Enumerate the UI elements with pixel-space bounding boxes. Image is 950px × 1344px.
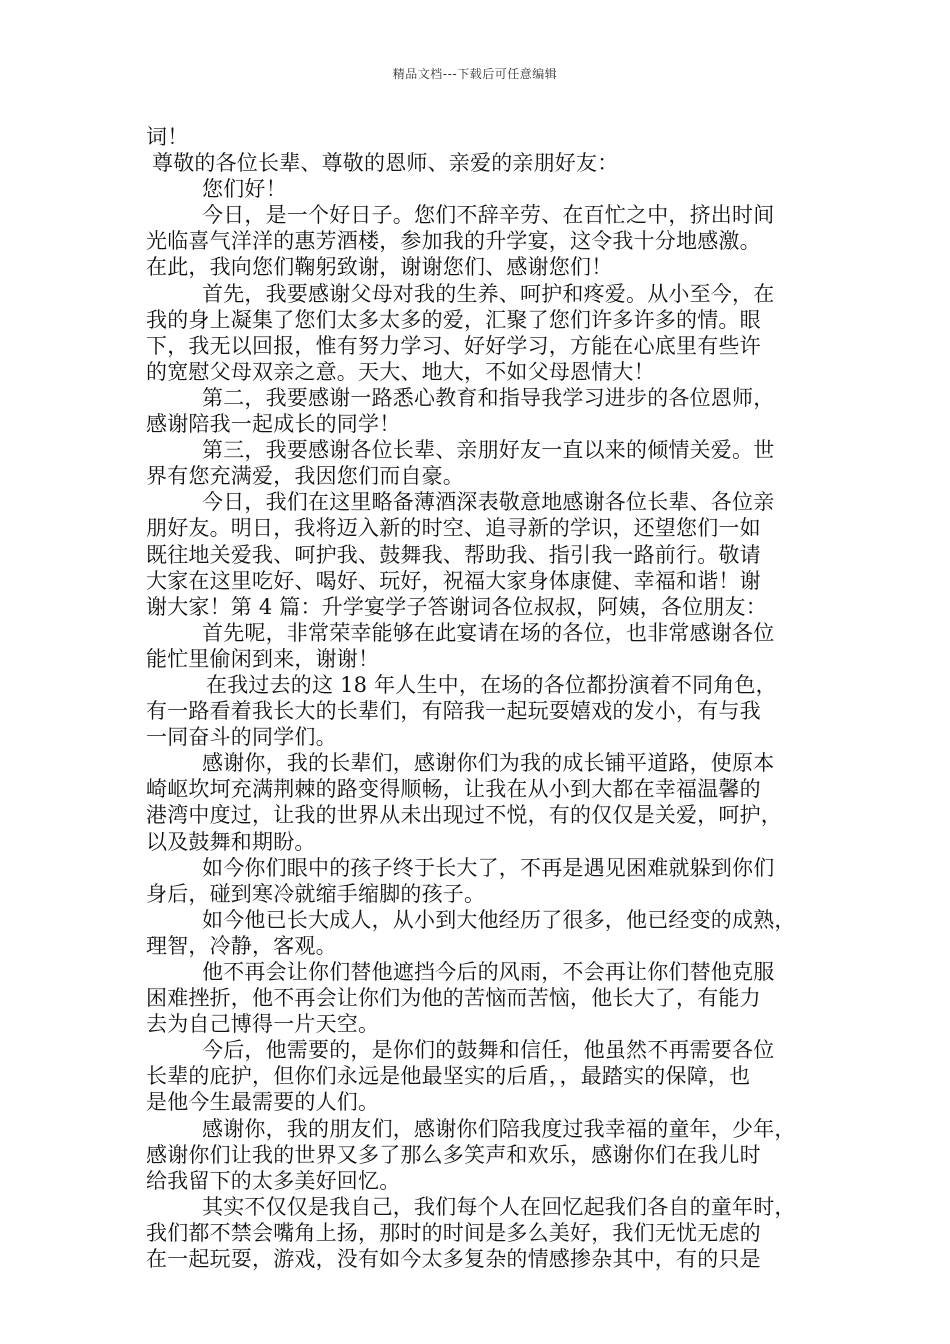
- document-line: 今日，是一个好日子。您们不辞辛劳、在百忙之中，挤出时间: [202, 203, 775, 228]
- document-line: 感谢你，我的长辈们，感谢你们为我的成长铺平道路，使原本: [202, 751, 775, 776]
- document-line: 是他今生最需要的人们。: [146, 1090, 380, 1115]
- document-line: 第二，我要感谢一路悉心教育和指导我学习进步的各位恩师，: [202, 385, 775, 410]
- document-line: 去为自己博得一片天空。: [146, 1012, 380, 1037]
- document-line: 朋好友。明日，我将迈入新的时空、追寻新的学识，还望您们一如: [146, 516, 761, 541]
- document-line: 给我留下的太多美好回忆。: [146, 1168, 401, 1193]
- document-line: 词！: [146, 125, 189, 149]
- document-line: 长辈的庇护，但你们永远是他最坚实的后盾，，最踏实的保障，也: [146, 1064, 751, 1089]
- document-line: 在我过去的这 18 年人生中，在场的各位都扮演着不同角色，: [206, 672, 777, 697]
- document-line: 首先，我要感谢父母对我的生养、呵护和疼爱。从小至今，在: [202, 281, 775, 306]
- document-line: 尊敬的各位长辈、尊敬的恩师、亲爱的亲朋好友：: [152, 151, 619, 176]
- document-line: 一同奋斗的同学们。: [146, 725, 337, 750]
- document-line: 困难挫折，他不再会让你们为他的苦恼而苦恼，他长大了，有能力: [146, 986, 761, 1011]
- document-line: 感谢你们让我的世界又多了那么多笑声和欢乐，感谢你们在我儿时: [146, 1142, 761, 1167]
- document-line: 今后，他需要的，是你们的鼓舞和信任，他虽然不再需要各位: [202, 1038, 775, 1063]
- document-line: 谢大家！第 4 篇：升学宴学子答谢词各位叔叔，阿姨，各位朋友：: [146, 594, 767, 619]
- document-line: 他不再会让你们替他遮挡今后的风雨，不会再让你们替他克服: [202, 960, 775, 984]
- document-line: 的宽慰父母双亲之意。天大、地大，不如父母恩情大！: [146, 359, 655, 384]
- document-line: 第三，我要感谢各位长辈、亲朋好友一直以来的倾情关爱。世: [202, 438, 775, 463]
- document-line: 如今你们眼中的孩子终于长大了，不再是遇见困难就躲到你们: [202, 855, 775, 880]
- document-line: 今日，我们在这里略备薄酒深表敬意地感谢各位长辈、各位亲: [202, 490, 775, 515]
- document-line: 大家在这里吃好、喝好、玩好，祝福大家身体康健、幸福和谐！谢: [146, 568, 761, 593]
- page-header-note: 精品文档---下载后可任意编辑: [392, 67, 558, 81]
- document-line: 既往地关爱我、呵护我、鼓舞我、帮助我、指引我一路前行。敬请: [146, 542, 761, 567]
- document-line: 在一起玩耍，游戏，没有如今太多复杂的情感掺杂其中，有的只是: [146, 1247, 761, 1272]
- document-body: [146, 124, 814, 1272]
- document-line: 有一路看着我长大的长辈们，有陪我一起玩耍嬉戏的发小，有与我: [146, 699, 761, 724]
- document-line: 光临喜气洋洋的惠芳酒楼，参加我的升学宴，这令我十分地感激。: [146, 229, 761, 254]
- document-line: 港湾中度过，让我的世界从未出现过不悦，有的仅仅是关爱，呵护，: [146, 803, 782, 828]
- document-line: 感谢陪我一起成长的同学！: [146, 412, 401, 437]
- document-line: 我们都不禁会嘴角上扬，那时的时间是多么美好，我们无忧无虑的: [146, 1220, 761, 1245]
- document-line: 如今他已长大成人，从小到大他经历了很多，他已经变的成熟，: [202, 907, 796, 932]
- document-line: 我的身上凝集了您们太多太多的爱，汇聚了您们许多许多的情。眼: [146, 307, 761, 332]
- document-line: 在此，我向您们鞠躬致谢，谢谢您们、感谢您们！: [146, 255, 613, 280]
- document-line: 首先呢，非常荣幸能够在此宴请在场的各位，也非常感谢各位: [202, 620, 775, 645]
- document-line: 崎岖坎坷充满荆棘的路变得顺畅，让我在从小到大都在幸福温馨的: [146, 777, 761, 802]
- document-line: 下，我无以回报，惟有努力学习、好好学习，方能在心底里有些许: [146, 333, 761, 358]
- document-line: 能忙里偷闲到来，谢谢！: [146, 646, 380, 671]
- document-line: 其实不仅仅是我自己，我们每个人在回忆起我们各自的童年时，: [202, 1194, 796, 1219]
- document-line: 以及鼓舞和期盼。: [146, 829, 316, 854]
- document-line: 界有您充满爱，我因您们而自豪。: [146, 464, 464, 489]
- document-line: 身后，碰到寒冷就缩手缩脚的孩子。: [146, 881, 486, 906]
- document-line: 理智，冷静，客观。: [146, 933, 337, 958]
- document-line: 感谢你，我的朋友们，感谢你们陪我度过我幸福的童年，少年，: [202, 1116, 796, 1141]
- document-line: 您们好！: [202, 177, 287, 202]
